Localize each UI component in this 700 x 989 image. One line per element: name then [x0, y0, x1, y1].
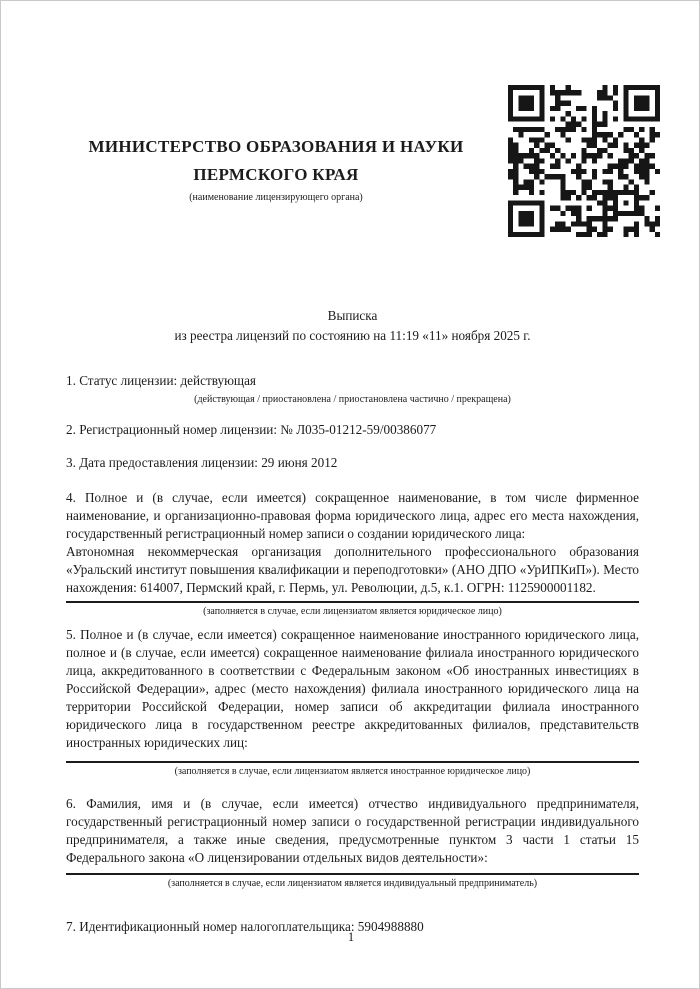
document-title-line1: Выписка — [327, 308, 378, 323]
item-individual-entrepreneur — [66, 795, 639, 890]
foreign-entity-note: (заполняется в случае, если лицензиатом является иностранное юридическое лицо) — [174, 766, 531, 777]
license-status-note: (действующая / приостановлена / приостановлена частично / прекращена) — [194, 394, 511, 405]
legal-entity-text: 4. Полное и (в случае, если имеется) сокращенное наименование, в том числе фирменное наименование, и организационно-правовая форма юридического лица, адрес его места нахождения, государственный регистрационный номер записи о создании юридического лица: — [66, 490, 639, 541]
document-content — [66, 1, 639, 936]
legal-entity-note: (заполняется в случае, если лицензиатом является юридическое лицо) — [203, 606, 502, 617]
blank-fill-line — [66, 761, 639, 763]
blank-fill-line — [66, 873, 639, 875]
blank-fill-line — [66, 601, 639, 603]
item-license-status — [66, 372, 639, 406]
item-grant-date — [66, 454, 639, 472]
individual-entrepreneur-note: (заполняется в случае, если лицензиатом является индивидуальный предприниматель) — [167, 878, 538, 889]
document-body — [66, 372, 639, 936]
taxpayer-number-text: 7. Идентификационный номер налогоплательщика: 5904988880 — [66, 919, 424, 934]
item-legal-entity — [66, 489, 639, 618]
document-title — [66, 306, 639, 346]
individual-entrepreneur-text: 6. Фамилия, имя и (в случае, если имеется) отчество индивидуального предпринимателя, государственный регистрационный номер записи о государственной регистрации индивидуального предпринимателя, а также иные сведения, предусмотренные пунктом 3 части 1 статьи 15 Федерального закона «О лицензировании отдельных видов деятельности»: — [66, 796, 639, 865]
document-title-line2: из реестра лицензий по состоянию на 11:19 «11» ноября 2025 г. — [174, 328, 531, 343]
licensing-authority-caption: (наименование лицензирующего органа) — [189, 192, 363, 203]
licensing-authority-name — [66, 133, 486, 189]
item-foreign-entity — [66, 626, 639, 778]
registration-number-text: 2. Регистрационный номер лицензии: № Л035-01212-59/00386077 — [66, 422, 437, 437]
foreign-entity-text: 5. Полное и (в случае, если имеется) сокращенное наименование иностранного юридического лица, полное и (в случае, если имеется) сокращенное наименование филиала иностранного юридического лица, аккредитованного в соответствии с Федеральным законом «Об иностранных инвестициях в Российской Федерации», адрес (место нахождения) филиала иностранного юридического лица на территории Российской Федерации, номер записи об аккредитации филиала иностранного юридического лица в государственном реестре аккредитованных филиалов, представительств иностранных юридических лиц: — [66, 627, 639, 750]
legal-entity-value: Автономная некоммерческая организация дополнительного профессионального образования «Уральский институт повышения квалификации и переподготовки» (АНО ДПО «УрИПКиП»). Место нахождения: 614007, Пермский край, г. Пермь, ул. Революции, д.5, к.1. ОГРН: 1125900001182. — [66, 544, 639, 595]
ministry-name-line1: МИНИСТЕРСТВО ОБРАЗОВАНИЯ И НАУКИ — [88, 137, 464, 156]
license-status-text: 1. Статус лицензии: действующая — [66, 373, 257, 388]
page-number: 1 — [347, 930, 355, 944]
grant-date-text: 3. Дата предоставления лицензии: 29 июня 2012 — [66, 455, 338, 470]
ministry-name-line2: ПЕРМСКОГО КРАЯ — [193, 165, 359, 184]
item-registration-number — [66, 421, 639, 439]
